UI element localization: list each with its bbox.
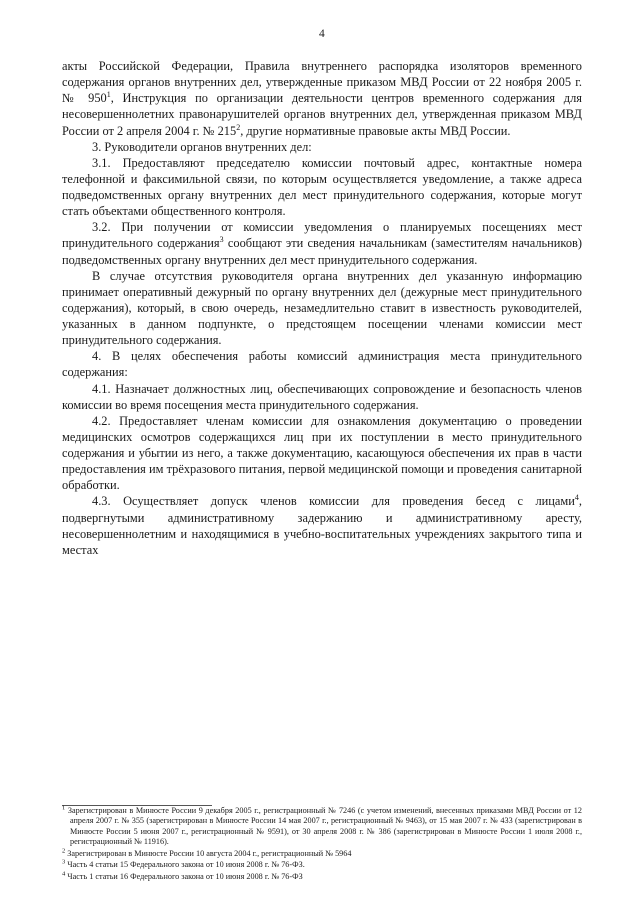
footnote-list bbox=[62, 803, 582, 883]
footnote-reference[interactable]: 4 bbox=[574, 493, 579, 503]
paragraph: 3.2. При получении от комиссии уведомления о планируемых посещениях мест принудительного содержания$^3$ сообщают эти сведения начальникам (заместителям начальников) подведомственных органу внутренних дел мест принудительного содержания. bbox=[62, 220, 582, 267]
page-number: 4 bbox=[319, 28, 325, 40]
footnote-reference[interactable]: 1 bbox=[106, 90, 111, 100]
document-body bbox=[62, 58, 582, 558]
footnote-reference[interactable]: 3 bbox=[219, 235, 224, 245]
paragraph: 3.1. Предоставляют председателю комиссии почтовый адрес, контактные номера телефонной и факсимильной связи, по которым осуществляется уведомление, а также адреса подведомственных органу внутренних дел мест принудительного содержания, которые могут стать объектами общественного контроля. bbox=[62, 155, 582, 219]
footnote-marker: 2 bbox=[62, 846, 66, 854]
footnote-item: $^3$ Часть 4 статьи 15 Федерального закона от 10 июня 2008 г. № 76-ФЗ. bbox=[62, 858, 305, 869]
footnote-marker: 1 bbox=[62, 803, 66, 811]
paragraph: 4.2. Предоставляет членам комиссии для ознакомления документацию о проведении медицинских осмотров содержащихся лиц при их поступлении в место принудительного содержания и убытии из него, а также документацию, касающуюся обеспечения их прав в части предоставления им трёхразового питания, первой медицинской помощи и проведения санитарной обработки. bbox=[62, 413, 582, 493]
footnote-reference[interactable]: 2 bbox=[236, 122, 241, 132]
footnote-marker: 3 bbox=[62, 858, 66, 866]
paragraph: 4.1. Назначает должностных лиц, обеспечивающих сопровождение и безопасность членов комиссии во время посещения места принудительного содержания. bbox=[62, 381, 582, 412]
paragraph: 4.3. Осуществляет допуск членов комиссии для проведения бесед с лицами$^4$, подвергнутыми административному задержанию и административному аресту, несовершеннолетним и находящимися в учебно-воспитательных учреждениях закрытого типа и местах bbox=[62, 493, 582, 557]
footnote-marker: 4 bbox=[62, 869, 66, 877]
footnote-item: $^1$ Зарегистрирован в Минюсте России 9 декабря 2005 г., регистрационный № 7246 (с учетом изменений, внесенных приказами МВД России от 12 апреля 2007 г. № 355 (зарегистрирован в Минюсте России 14 мая 2007 г., регистрационный № 9463), от 15 мая 2007 г. № 433 (зарегистрирован в Минюсте России 5 июня 2007 г., регистрационный № 9591), от 30 апреля 2008 г. № 386 (зарегистрирован в Минюсте России 1 июля 2008 г., регистрационный № 11916). bbox=[62, 803, 582, 846]
paragraph: акты Российской Федерации, Правила внутреннего распорядка изоляторов временного содержания органов внутренних дел, утвержденные приказом МВД России от 22 ноября 2005 г. № $950^1$, Инструкция по организации деятельности центров временного содержания для несовершеннолетних правонарушителей органов внутренних дел, утвержденная приказом МВД России от 2 апреля 2004 г. № $215^2$, другие нормативные правовые акты МВД России. bbox=[62, 59, 582, 138]
footnotes-section bbox=[62, 795, 582, 884]
footnote-item: $^4$ Часть 1 статьи 16 Федерального закона от 10 июня 2008 г. № 76-ФЗ bbox=[62, 869, 303, 881]
footnote-item: $^2$ Зарегистрирован в Минюсте России 10 августа 2004 г., регистрационный № 5964 bbox=[62, 846, 352, 858]
paragraph: В случае отсутствия руководителя органа внутренних дел указанную информацию принимает оперативный дежурный по органу внутренних дел (дежурные мест принудительного содержания), который, в свою очередь, незамедлительно ставит в известность руководителей, указанных в данном подпункте, о предстоящем посещении членами комиссии мест принудительного содержания. bbox=[62, 268, 582, 348]
paragraph: 3. Руководители органов внутренних дел: bbox=[92, 139, 312, 154]
paragraph: 4. В целях обеспечения работы комиссий администрация места принудительного содержания: bbox=[62, 349, 582, 380]
